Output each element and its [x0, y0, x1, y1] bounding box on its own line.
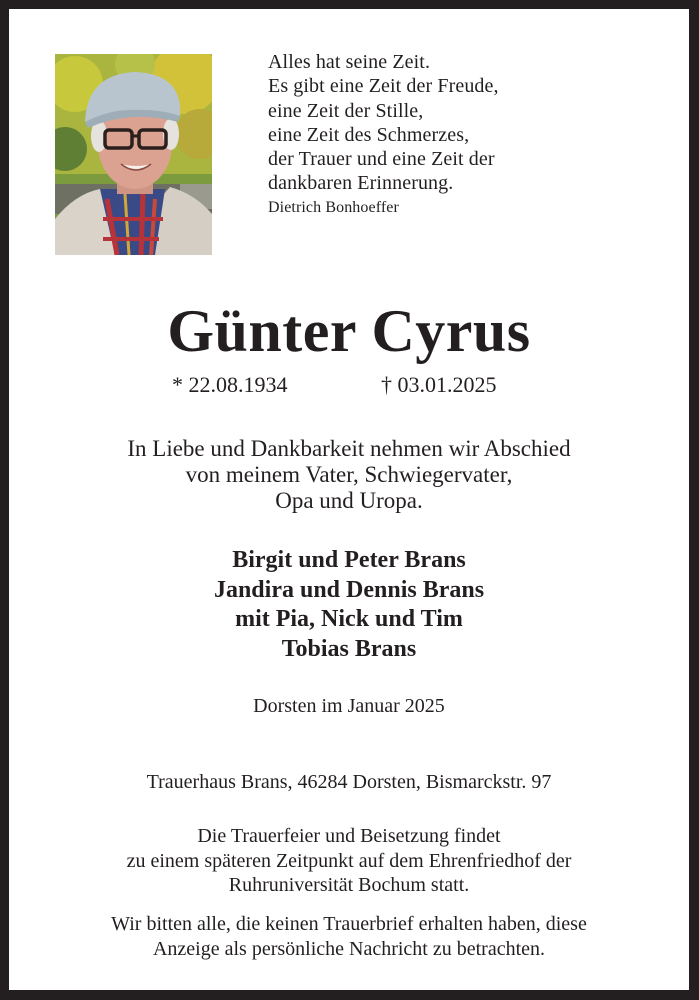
intro-line: von meinem Vater, Schwiegervater,: [185, 462, 513, 487]
request-line: Wir bitten alle, die keinen Trauerbrief erhalten haben, diese: [111, 913, 587, 935]
mourner-line: mit Pia, Nick und Tim: [235, 606, 463, 632]
poem-line: der Trauer und eine Zeit der: [268, 148, 495, 171]
mourner-line: Birgit und Peter Brans: [232, 547, 466, 573]
death-date: † 03.01.2025: [381, 372, 497, 397]
poem-line: dankbaren Erinnerung.: [268, 172, 454, 195]
funeral-information: [9, 824, 689, 898]
intro-line: Opa und Uropa.: [275, 488, 423, 513]
deceased-portrait-photo: [55, 54, 212, 255]
obituary-notice: [9, 9, 689, 990]
birth-date: * 22.08.1934: [172, 372, 288, 397]
intro-line: In Liebe und Dankbarkeit nehmen wir Abschied: [127, 436, 571, 461]
mourners-list: [9, 546, 689, 664]
portrait-image: [55, 54, 212, 255]
funeral-line: Die Trauerfeier und Beisetzung findet: [197, 825, 501, 847]
farewell-intro-text: [9, 436, 689, 514]
poem-line: Alles hat seine Zeit.: [268, 51, 431, 73]
funeral-line: Ruhruniversität Bochum statt.: [228, 874, 470, 896]
poem-author: Dietrich Bonhoeffer: [268, 198, 399, 216]
poem-line: eine Zeit der Stille,: [268, 99, 424, 122]
personal-notice-request: [9, 912, 689, 961]
poem-line: Es gibt eine Zeit der Freude,: [268, 75, 499, 98]
mourning-house-address: Trauerhaus Brans, 46284 Dorsten, Bismarckstr. 97: [146, 771, 552, 793]
funeral-line: zu einem späteren Zeitpunkt auf dem Ehrenfriedhof der: [126, 849, 572, 872]
mourner-line: Tobias Brans: [281, 635, 417, 662]
request-line: Anzeige als persönliche Nachricht zu betrachten.: [152, 937, 546, 960]
poem-line: eine Zeit des Schmerzes,: [268, 123, 470, 146]
bonhoeffer-poem: [268, 50, 499, 219]
place-and-date: Dorsten im Januar 2025: [253, 695, 445, 717]
mourner-line: Jandira und Dennis Brans: [213, 576, 485, 603]
deceased-name: Günter Cyrus: [167, 298, 531, 364]
